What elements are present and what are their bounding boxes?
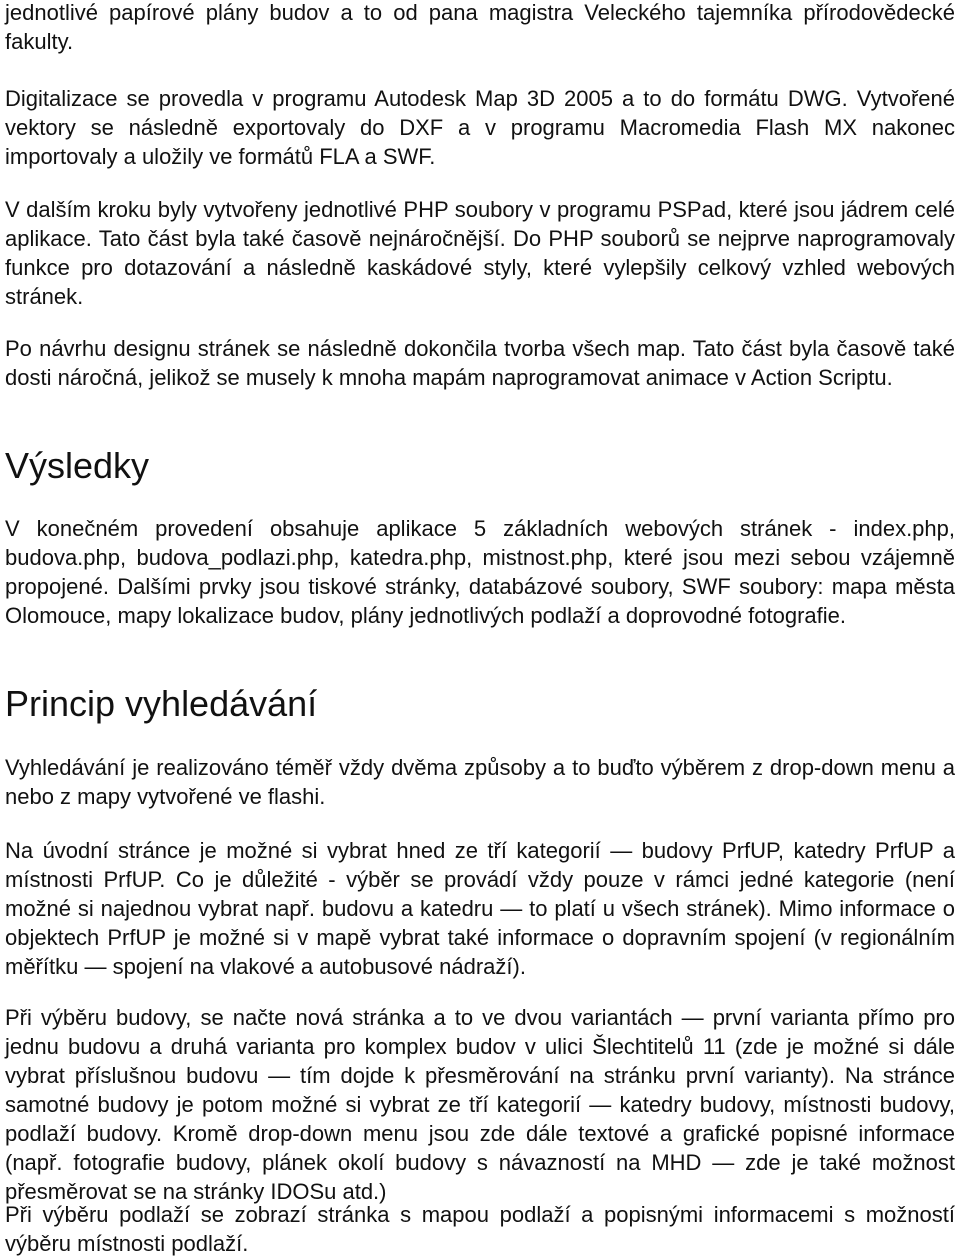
paragraph-building-plans: jednotlivé papírové plány budov a to od pana magistra Veleckého tajemníka přírodovědecké fakulty. [5,0,955,54]
paragraph-search-methods: Vyhledávání je realizováno téměř vždy dvěma způsoby a to buďto výběrem z drop-down menu a nebo z mapy vytvořené ve flashi. [5,755,955,809]
paragraph-building-selection: Při výběru budovy, se načte nová stránka a to ve dvou variantách — první varianta přímo pro jednu budovu a druhá varianta pro komplex budov v ulici Šlechtitelů 11 (zde je možné si dále vybrat příslušnou budovu — tím dojde k přesměrování na stránku první varianty). Na stránce samotné budovy je potom možné si vybrat ze tří kategorií — katedry budovy, místnosti budovy, podlaží budovy. Kromě drop-down menu jsou zde dále textové a grafické popisné informace (např. fotografie budovy, plánek okolí budovy s návazností na MHD — zde je také možnost přesměrovat se na stránky IDOSu atd.) [5,1005,955,1204]
paragraph-design-maps: Po návrhu designu stránek se následně dokončila tvorba všech map. Tato část byla časově také dosti náročná, jelikož se musely k mnoha mapám naprogramovat animace v Action Scriptu. [5,336,955,390]
paragraph-results: V konečném provedení obsahuje aplikace 5 základních webových stránek - index.php, budova.php, budova_podlazi.php, katedra.php, mistnost.php, které jsou mezi sebou vzájemně propojené. Dalšími prvky jsou tiskové stránky, databázové soubory, SWF soubory: mapa města Olomouce, mapy lokalizace budov, plány jednotlivých podlaží a doprovodné fotografie. [5,516,955,628]
paragraph-digitization: Digitalizace se provedla v programu Autodesk Map 3D 2005 a to do formátu DWG. Vytvořené vektory se následně exportovaly do DXF a v programu Macromedia Flash MX nakonec importovaly a uložily ve formátů FLA a SWF. [5,86,955,169]
heading-results: Výsledky [5,445,150,486]
heading-search-principle: Princip vyhledávání [5,683,318,724]
paragraph-home-page: Na úvodní stránce je možné si vybrat hned ze tří kategorií — budovy PrfUP, katedry PrfUP a místnosti PrfUP. Co je důležité - výběr se provádí vždy pouze v rámci jedné kategorie (není možné si najednou vybrat např. budovu a katedru — to platí u všech stránek). Mimo informace o objektech PrfUP je možné si v mapě vybrat také informace o dopravním spojení (v regionálním měřítku — spojení na vlakové a autobusové nádraží). [5,838,955,979]
paragraph-floor-selection: Při výběru podlaží se zobrazí stránka s mapou podlaží a popisnými informacemi s možností výběru místnosti podlaží. [5,1202,955,1256]
paragraph-php-files: V dalším kroku byly vytvořeny jednotlivé PHP soubory v programu PSPad, které jsou jádrem celé aplikace. Tato část byla také časově nejnáročnější. Do PHP souborů se nejprve naprogramovaly funkce pro dotazování a následně kaskádové styly, které vylepšily celkový vzhled webových stránek. [5,197,955,309]
